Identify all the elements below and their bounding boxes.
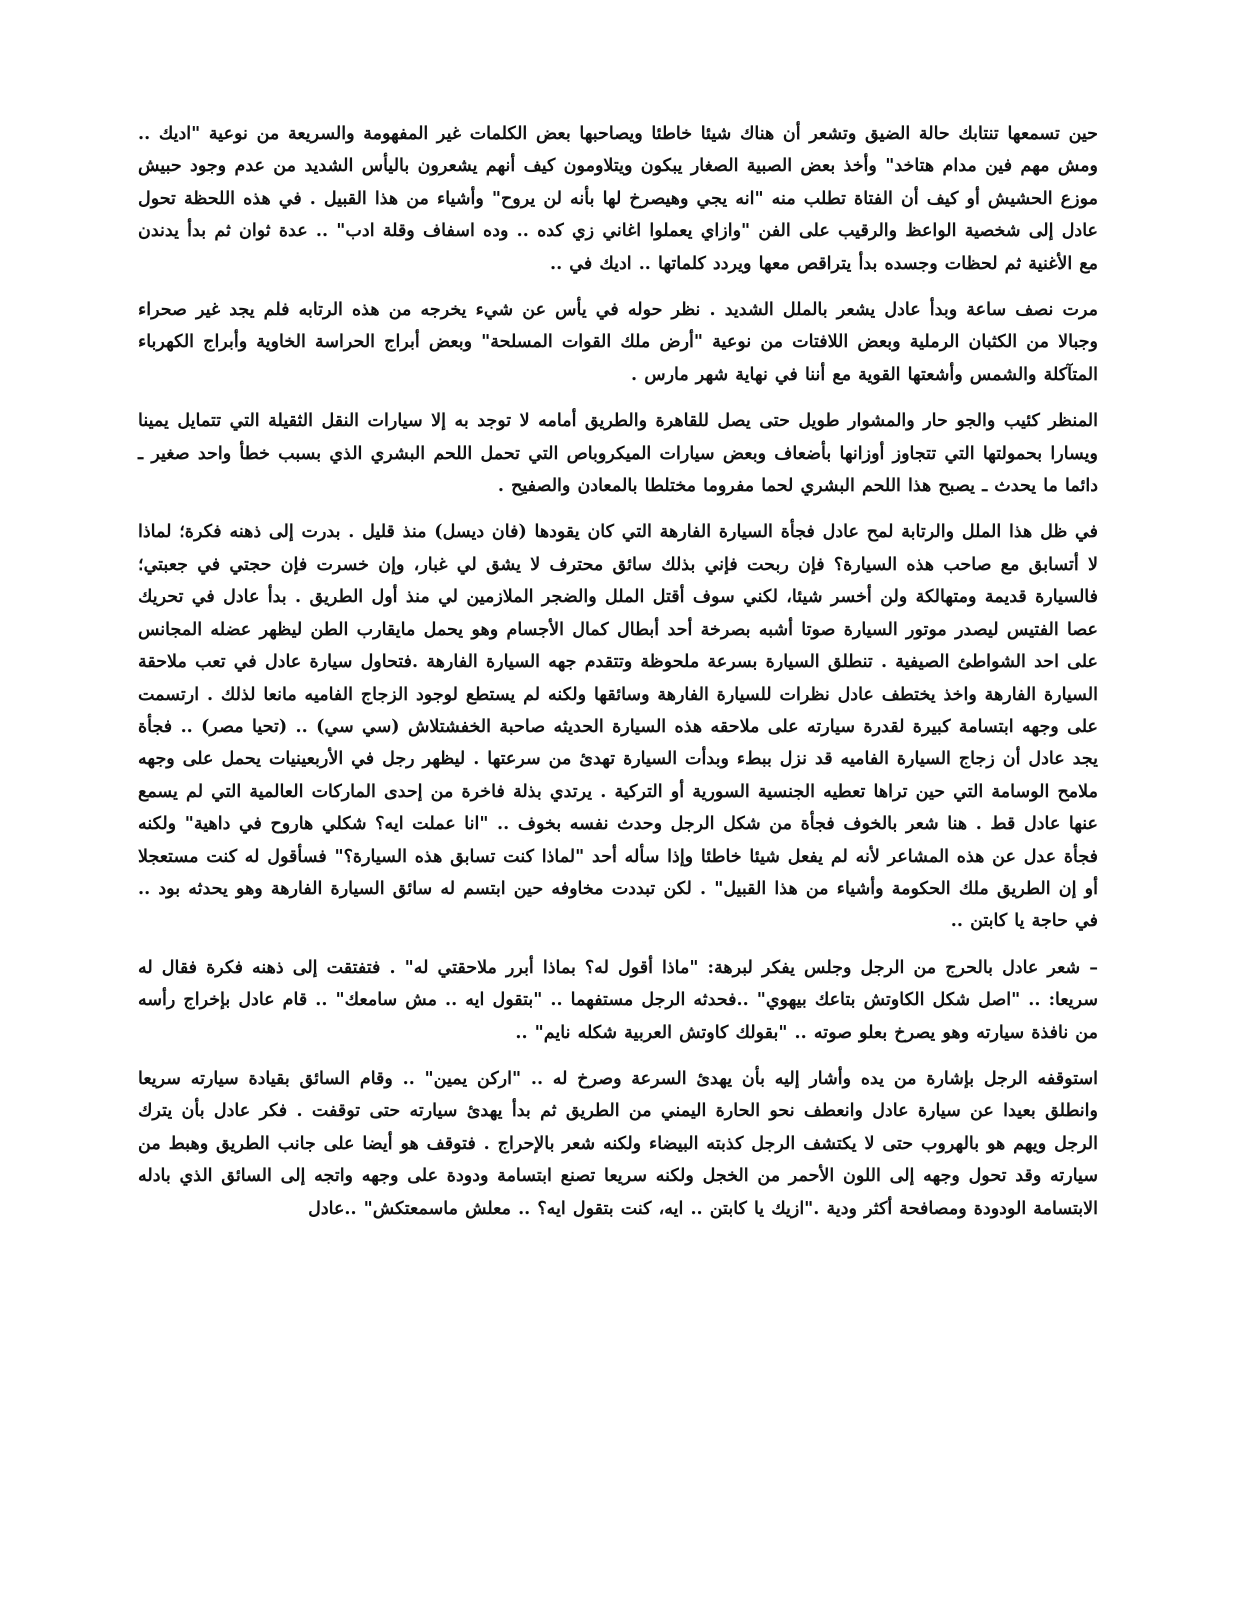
- paragraph-4: في ظل هذا الملل والرتابة لمح عادل فجأة السيارة الفارهة التي كان يقودها (فان ديسل) منذ قليل . بدرت إلى ذهنه فكرة؛ لماذا لا أتسابق مع صاحب هذه السيارة؟ فإن ربحت فإني بذلك سائق محترف لا يشق لي غبار، وإن خسرت فإن حجتي في جعبتي؛ فالسيارة قديمة ومتهالكة ولن أخسر شيئا، لكني سوف أقتل الملل والضجر الملازمين لي منذ أول الطريق . بدأ عادل في تحريك عصا الفتيس ليصدر موتور السيارة صوتا أشبه بصرخة أحد أبطال كمال الأجسام وهو يحمل مايقارب الطن ليظهر عضله المجانس على احد الشواطئ الصيفية . تنطلق السيارة بسرعة ملحوظة وتتقدم جهه السيارة الفارهة .فتحاول سيارة عادل في تعب ملاحقة السيارة الفارهة واخذ يختطف عادل نظرات للسيارة الفارهة وسائقها ولكنه لم يستطع لوجود الزجاج الفاميه مانعا لذلك . ارتسمت على وجهه ابتسامة كبيرة لقدرة سيارته على ملاحقه هذه السيارة الحديثه صاحبة الخفشتلاش (سي سي) .. (تحيا مصر) .. فجأة يجد عادل أن زجاج السيارة الفاميه قد نزل ببطء وبدأت السيارة تهدئ من سرعتها . ليظهر رجل في الأربعينيات يحمل على وجهه ملامح الوسامة التي حين تراها تعطيه الجنسية السورية أو التركية . يرتدي بذلة فاخرة من إحدى الماركات العالمية التي لم يسمع عنها عادل قط . هنا شعر بالخوف فجأة من شكل الرجل وحدث نفسه بخوف .. "انا عملت ايه؟ شكلي هاروح في داهية" ولكنه فجأة عدل عن هذه المشاعر لأنه لم يفعل شيئا خاطئا وإذا سأله أحد "لماذا كنت تسابق هذه السيارة؟" فسأقول له كنت مستعجلا أو إن الطريق ملك الحكومة وأشياء من هذا القبيل" . لكن تبددت مخاوفه حين ابتسم له سائق السيارة الفارهة وهو يحدثه بود .. في حاجة يا كابتن ..: [138, 522, 1098, 932]
- paragraph-2: مرت نصف ساعة وبدأ عادل يشعر بالملل الشديد . نظر حوله في يأس عن شيء يخرجه من هذه الرتابه فلم يجد غير صحراء وجبالا من الكثبان الرملية وبعض اللافتات من نوعية "أرض ملك القوات المسلحة" وبعض أبراج الحراسة الخاوية وأبراج الكهرباء المتآكلة والشمس وأشعتها القوية مع أننا في نهاية شهر مارس .: [138, 300, 1098, 385]
- paragraph-1: حين تسمعها تنتابك حالة الضيق وتشعر أن هناك شيئا خاطئا ويصاحبها بعض الكلمات غير المفهومة والسريعة من نوعية "اديك .. ومش مهم فين مدام هتاخد" وأخذ بعض الصبية الصغار يبكون ويتلاومون كيف أنهم يشعرون باليأس الشديد من عدم وجود حبيش موزع الحشيش أو كيف أن الفتاة تطلب منه "انه يجي وهيصرخ لها بأنه لن يروح" وأشياء من هذا القبيل . في هذه اللحظة تحول عادل إلى شخصية الواعظ والرقيب على الفن "وازاي يعملوا اغاني زي كده .. وده اسفاف وقلة ادب" .. عدة ثوان ثم بدأ يدندن مع الأغنية ثم لحظات وجسده بدأ يتراقص معها ويردد كلماتها .. اديك في ..: [138, 124, 1098, 274]
- paragraph-5: – شعر عادل بالحرج من الرجل وجلس يفكر لبرهة: "ماذا أقول له؟ بماذا أبرر ملاحقتي له" . فتفتقت إلى ذهنه فكرة فقال له سريعا: .. "اصل شكل الكاوتش بتاعك بيهوي" ..فحدثه الرجل مستفهما .. "بتقول ايه .. مش سامعك" .. قام عادل بإخراج رأسه من نافذة سيارته وهو يصرخ بعلو صوته .. "بقولك كاوتش العربية شكله نايم" ..: [138, 957, 1098, 1043]
- document-page: [138, 118, 1098, 1239]
- paragraph-6: استوقفه الرجل بإشارة من يده وأشار إليه بأن يهدئ السرعة وصرخ له .. "اركن يمين" .. وقام السائق بقيادة سيارته سريعا وانطلق بعيدا عن سيارة عادل وانعطف نحو الحارة اليمني من الطريق ثم بدأ يهدئ سيارته حتى توقفت . فكر عادل بأن يترك الرجل ويهم هو بالهروب حتى لا يكتشف الرجل كذبته البيضاء ولكنه شعر بالإحراج . فتوقف هو أيضا على جانب الطريق وهبط من سيارته وقد تحول وجهه إلى اللون الأحمر من الخجل ولكنه سريعا تصنع ابتسامة ودودة على وجهه واتجه إلى السائق الذي بادله الابتسامة الودودة ومصافحة أكثر ودية ."ازيك يا كابتن .. ايه، كنت بتقول ايه؟ .. معلش ماسمعتكش" ..عادل: [138, 1068, 1098, 1219]
- paragraph-3: المنظر كئيب والجو حار والمشوار طويل حتى يصل للقاهرة والطريق أمامه لا توجد به إلا سيارات النقل الثقيلة التي تتمايل يمينا ويسارا بحمولتها التي تتجاوز أوزانها بأضعاف وبعض سيارات الميكروباص التي تحمل اللحم البشري الذي بسبب خطأ واحد صغير ـ دائما ما يحدث ـ يصبح هذا اللحم البشري لحما مفروما مختلطا بالمعادن والصفيح .: [138, 411, 1098, 497]
